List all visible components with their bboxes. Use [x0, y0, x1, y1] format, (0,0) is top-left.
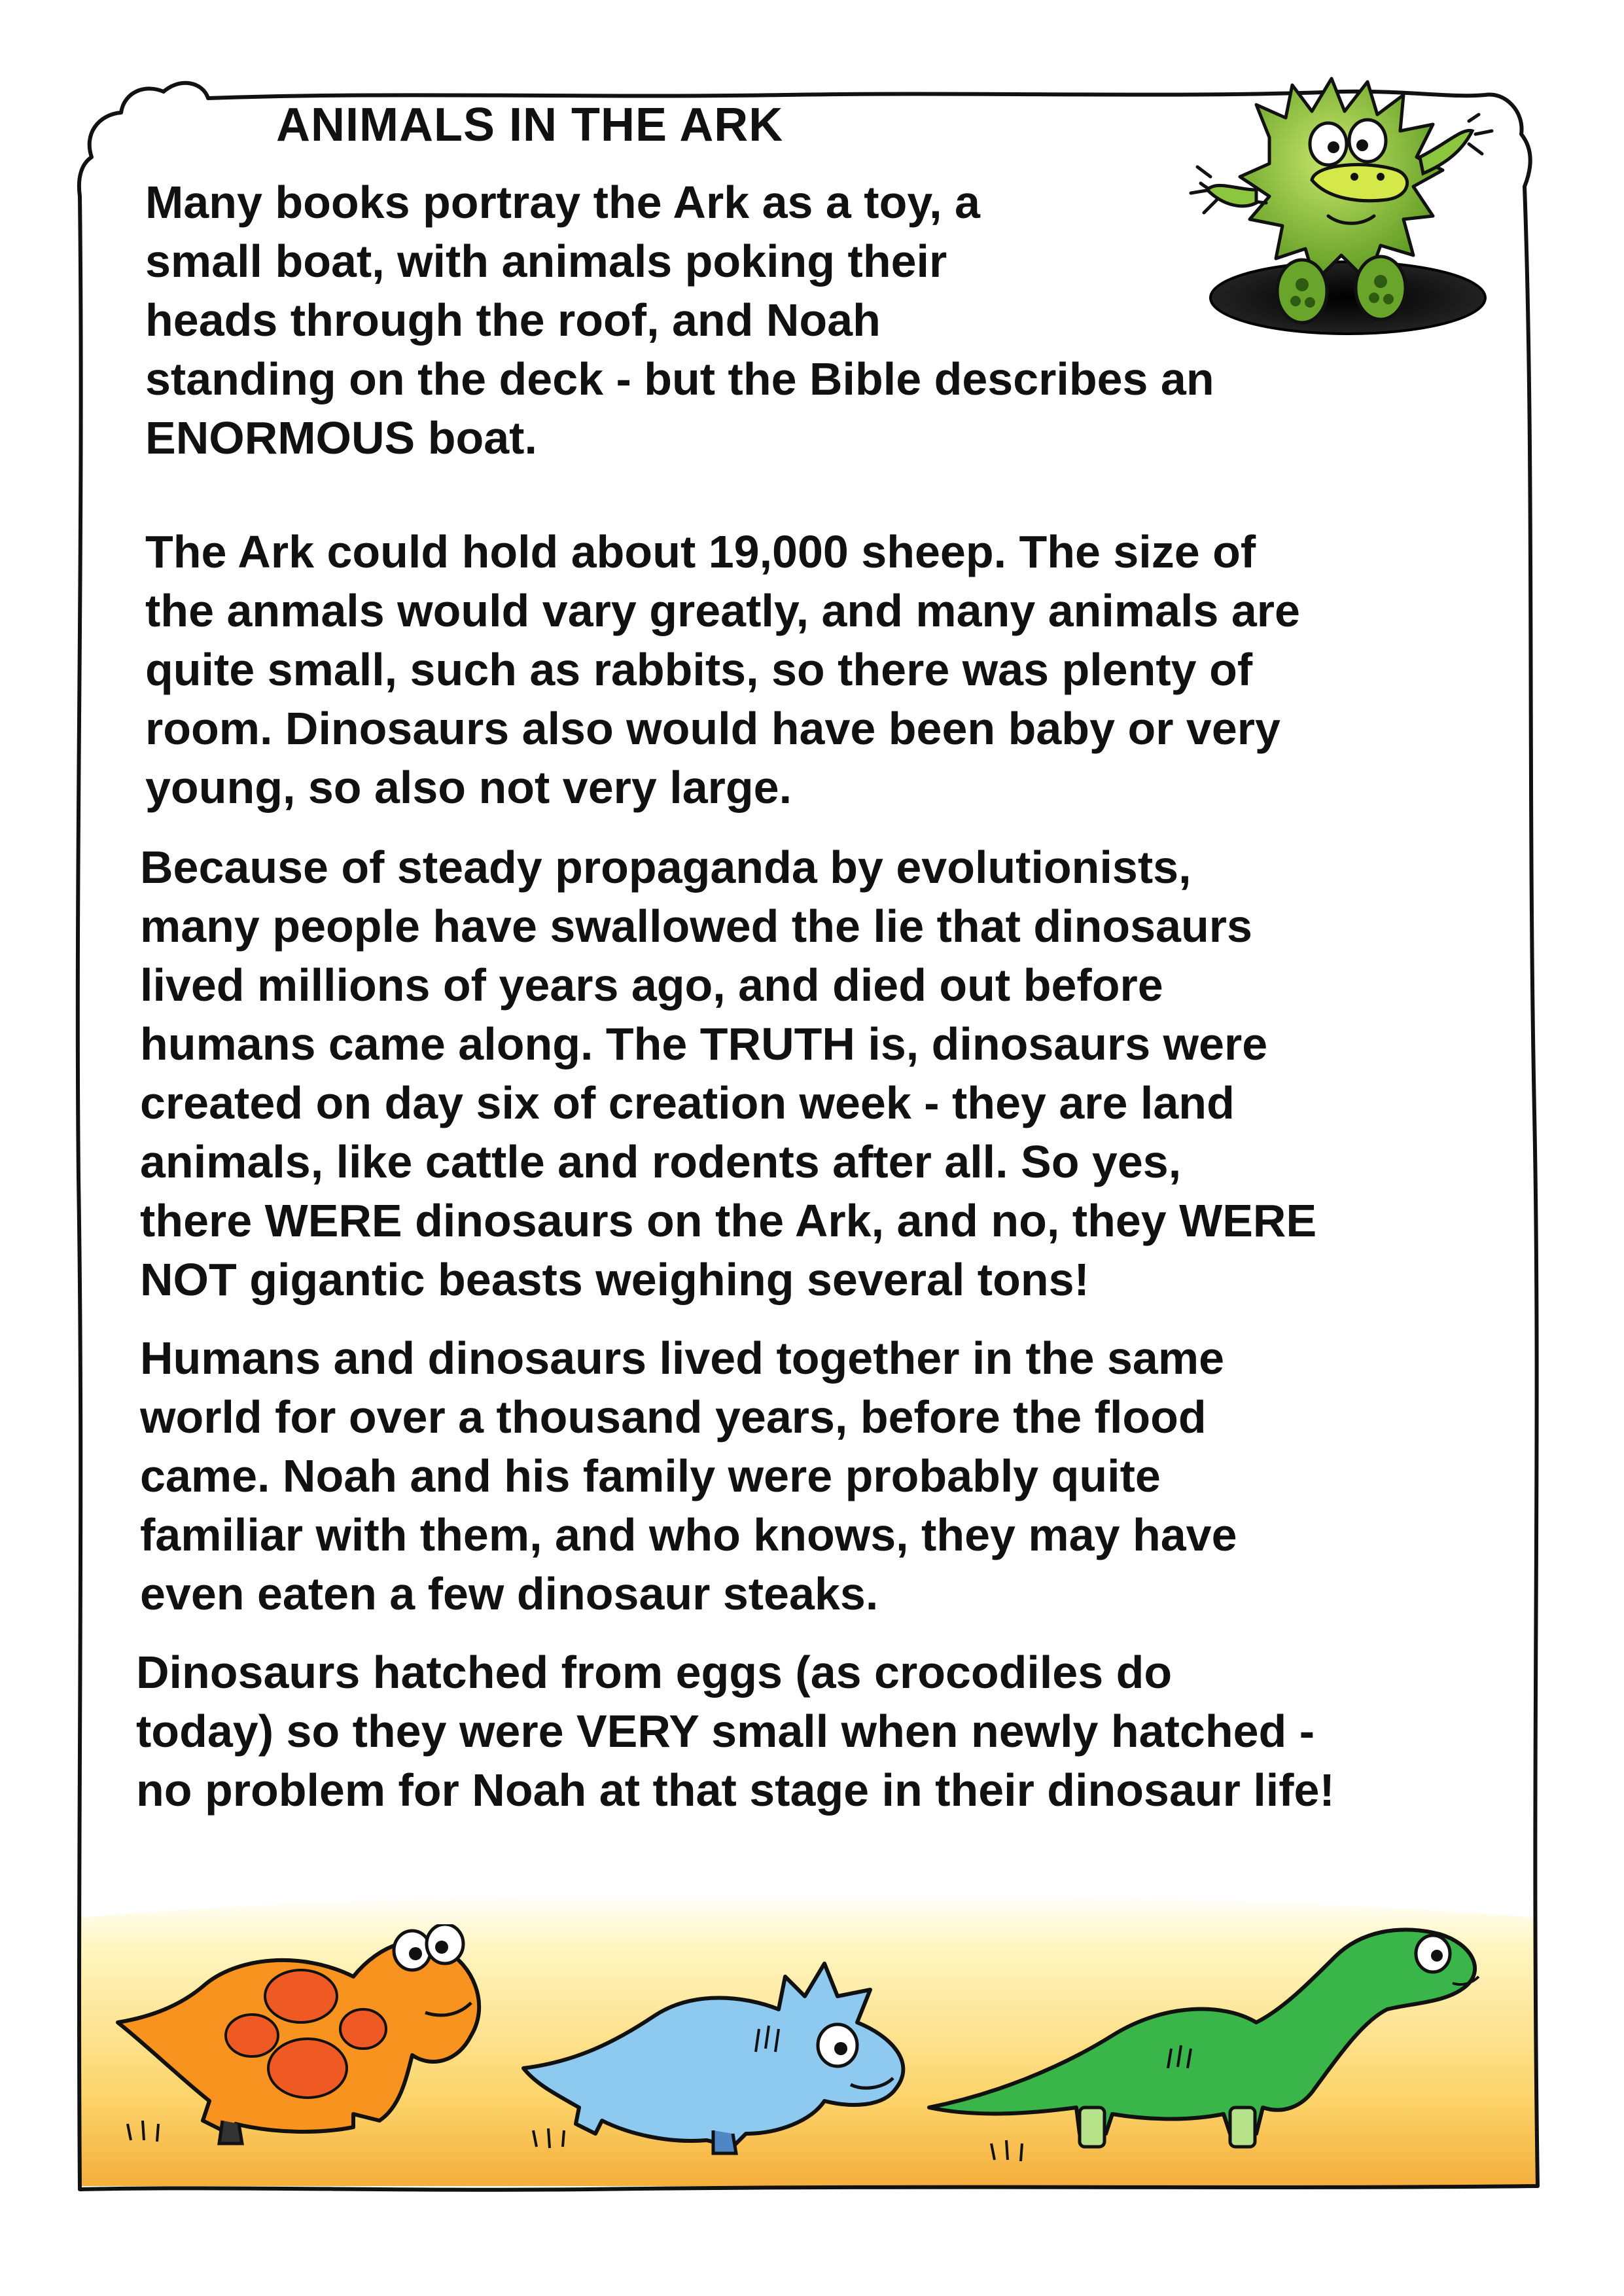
paragraph-3 [140, 838, 1316, 1309]
text-line: today) so they were VERY small when newly hatched - [136, 1706, 1315, 1757]
text-line: the anmals would vary greatly, and many animals are [145, 585, 1300, 636]
text-line: The Ark could hold about 19,000 sheep. The size of [145, 526, 1256, 577]
text-line: quite small, such as rabbits, so there was plenty of [145, 644, 1253, 695]
blue-triceratops-icon [497, 1937, 929, 2160]
text-line: ENORMOUS boat. [145, 412, 537, 463]
orange-dinosaur-icon [105, 1924, 523, 2160]
text-line: Because of steady propaganda by evolutionists, [140, 842, 1192, 893]
paragraph-5 [136, 1643, 1335, 1820]
text-line: animals, like cattle and rodents after all. So yes, [140, 1136, 1182, 1187]
text-line: NOT gigantic beasts weighing several tons! [140, 1254, 1089, 1305]
text-line: even eaten a few dinosaur steaks. [140, 1568, 879, 1619]
paragraph-1 [145, 173, 1214, 467]
spiky-green-dinosaur-icon [1171, 59, 1511, 347]
text-line: created on day six of creation week - they are land [140, 1077, 1235, 1128]
text-line: came. Noah and his family were probably quite [140, 1450, 1161, 1501]
text-line: humans came along. The TRUTH is, dinosaurs were [140, 1018, 1268, 1069]
text-line: standing on the deck - but the Bible describes an [145, 353, 1214, 404]
text-line: there WERE dinosaurs on the Ark, and no, they WERE [140, 1195, 1317, 1246]
text-line: familiar with them, and who knows, they may have [140, 1509, 1237, 1560]
paragraph-2 [145, 522, 1300, 817]
text-line: Dinosaurs hatched from eggs (as crocodiles do [136, 1647, 1173, 1698]
text-line: small boat, with animals poking their [145, 236, 947, 287]
text-line: no problem for Noah at that stage in their dinosaur life! [136, 1765, 1335, 1816]
text-line: Many books portray the Ark as a toy, a [145, 177, 980, 228]
paragraph-4 [140, 1329, 1237, 1623]
text-line: many people have swallowed the lie that dinosaurs [140, 901, 1252, 952]
text-line: room. Dinosaurs also would have been baby or very [145, 703, 1280, 754]
text-line: lived millions of years ago, and died out before [140, 960, 1163, 1011]
text-line: world for over a thousand years, before the flood [140, 1391, 1207, 1443]
text-line: young, so also not very large. [145, 762, 792, 813]
text-line: heads through the roof, and Noah [145, 295, 881, 346]
green-longneck-dinosaur-icon [916, 1911, 1505, 2173]
page-title: ANIMALS IN THE ARK [276, 99, 784, 151]
text-line: Humans and dinosaurs lived together in the same [140, 1333, 1225, 1384]
